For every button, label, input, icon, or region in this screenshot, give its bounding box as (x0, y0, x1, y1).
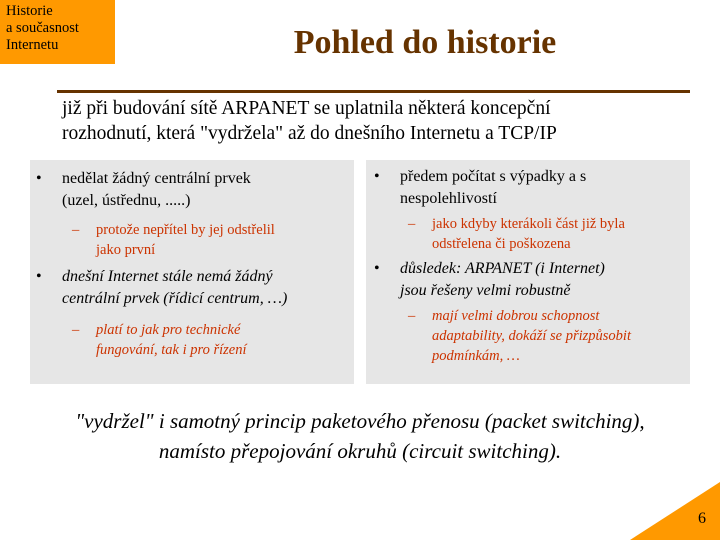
bullet-line: (uzel, ústřednu, .....) (62, 192, 191, 209)
bullet-line: centrální prvek (řídicí centrum, …) (62, 290, 288, 307)
left-bullet-2 (36, 266, 288, 310)
bullet-line: předem počítat s výpadky a s (400, 168, 587, 185)
bullet-marker: • (374, 168, 380, 185)
left-bullet-1 (36, 168, 251, 212)
sub-line: platí to jak pro technické (96, 322, 241, 338)
dash-marker: – (72, 322, 80, 338)
sub-line: odstřelena či poškozena (432, 236, 571, 252)
sub-line: protože nepřítel by jej odstřelil (96, 222, 275, 238)
sub-line: jako kdyby kterákoli část již byla (432, 216, 625, 232)
sub-line: podmínkám, … (432, 348, 520, 364)
sub-line: jako první (96, 242, 156, 258)
right-sub-1 (408, 214, 625, 254)
dash-marker: – (408, 308, 416, 324)
bullet-line: důsledek: ARPANET (i Internet) (400, 260, 605, 277)
sub-line: mají velmi dobrou schopnost (432, 308, 600, 324)
left-sub-1 (72, 220, 275, 260)
slide-title: Pohled do historie (293, 24, 557, 61)
conclusion-text (0, 406, 720, 466)
intro-line: rozhodnutí, která "vydržela" až do dnešního Internetu a TCP/IP (62, 123, 557, 144)
conclusion-line: "vydržel" i samotný princip paketového přenosu (packet switching), (75, 409, 645, 433)
intro-line: již při budování sítě ARPANET se uplatnila některá koncepční (62, 98, 551, 119)
bullet-line: nespolehlivostí (400, 190, 497, 207)
left-panel (30, 160, 354, 384)
sub-line: fungování, tak i pro řízení (96, 342, 247, 358)
bullet-line: dnešní Internet stále nemá žádný (62, 268, 273, 285)
section-tag-line: a současnost (6, 20, 79, 36)
dash-marker: – (72, 222, 80, 238)
bullet-line: nedělat žádný centrální prvek (62, 170, 251, 187)
section-tag (0, 0, 115, 64)
section-tag-line: Historie (6, 3, 53, 19)
sub-line: adaptability, dokáží se přizpůsobit (432, 328, 631, 344)
conclusion-line: namísto přepojování okruhů (circuit switching). (158, 439, 562, 463)
bullet-line: jsou řešeny velmi robustně (400, 282, 571, 299)
right-bullet-2 (374, 258, 605, 302)
section-tag-line: Internetu (6, 37, 59, 53)
bullet-marker: • (374, 260, 380, 277)
corner-decoration (630, 482, 720, 540)
intro-text (62, 96, 702, 146)
bullet-marker: • (36, 170, 42, 187)
right-panel (366, 160, 690, 384)
right-sub-2 (408, 306, 631, 366)
right-bullet-1 (374, 166, 587, 210)
title-divider (57, 90, 690, 93)
bullet-marker: • (36, 268, 42, 285)
page-number: 6 (698, 510, 706, 527)
left-sub-2 (72, 320, 247, 360)
dash-marker: – (408, 216, 416, 232)
